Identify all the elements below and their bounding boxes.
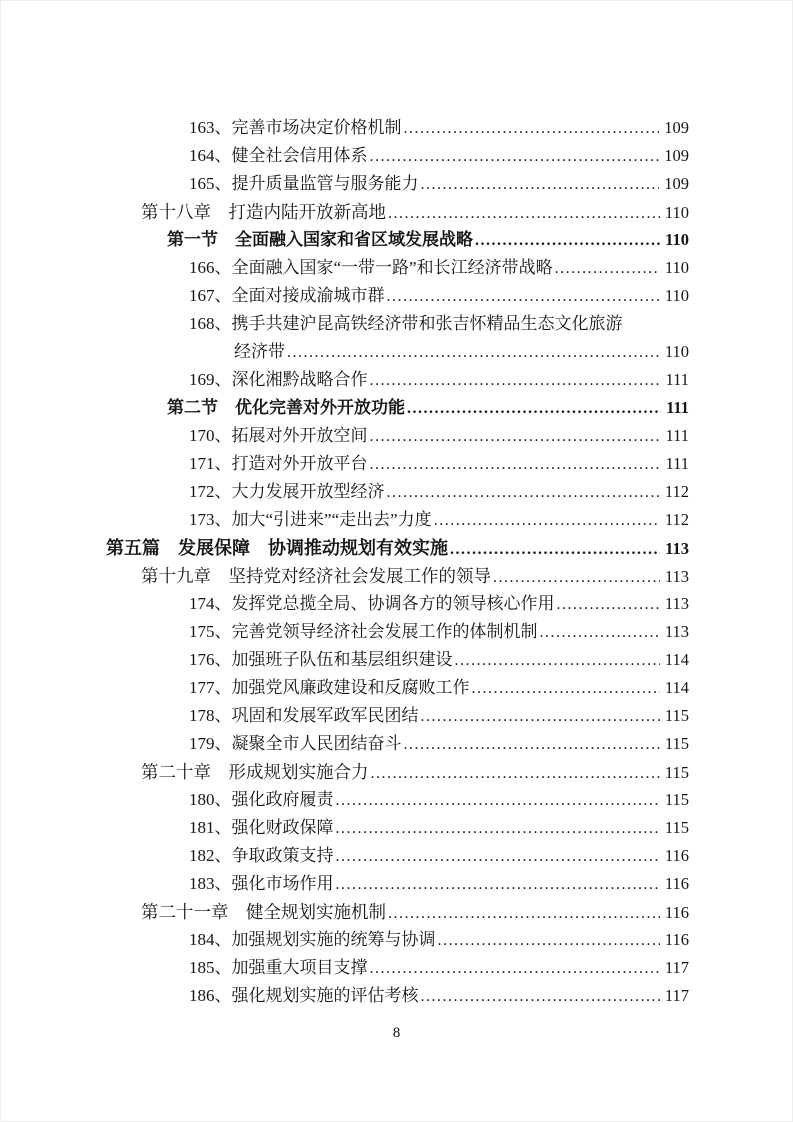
dot-leader: [404, 115, 660, 143]
dot-leader: [370, 451, 661, 479]
toc-page-number: 115: [664, 706, 689, 725]
toc-entry-text: 第二十章 形成规划实施合力: [141, 762, 369, 782]
dot-leader: [370, 955, 660, 983]
toc-entry: [106, 142, 689, 170]
dot-leader: [438, 927, 660, 955]
toc-page-number: 109: [664, 174, 689, 193]
dot-leader: [472, 675, 660, 703]
toc-entry: [106, 478, 689, 506]
dot-leader: [421, 983, 660, 1011]
toc-entry-text: 182、争取政策支持: [189, 846, 334, 865]
toc-page-number: 110: [664, 286, 689, 305]
toc-entry: [106, 366, 689, 394]
toc-entry-text: 第一节 全面融入国家和省区域发展战略: [167, 230, 473, 249]
dot-leader: [387, 479, 660, 507]
toc-entry: [106, 814, 689, 842]
toc-page-number: 113: [664, 622, 689, 641]
toc-page-number: 116: [664, 846, 689, 865]
toc-entry: [106, 422, 689, 450]
toc-entry: [106, 618, 689, 646]
toc-entry-text: 181、强化财政保障: [189, 818, 334, 837]
toc-entry: [106, 926, 689, 954]
dot-leader: [370, 367, 661, 395]
toc-entry: [106, 646, 689, 674]
toc-entry-text: 165、提升质量监管与服务能力: [189, 174, 419, 193]
toc-page-number: 113: [664, 594, 689, 613]
dot-leader: [387, 283, 660, 311]
toc-entry-text: 169、深化湘黔战略合作: [189, 370, 368, 389]
toc-entry-text: 179、凝聚全市人民团结奋斗: [189, 734, 402, 753]
toc-page-number: 114: [664, 678, 689, 697]
toc-page-number: 110: [665, 230, 689, 249]
toc-entry: [106, 758, 689, 786]
toc-entry-text: 172、大力发展开放型经济: [189, 482, 385, 501]
dot-leader: [370, 143, 660, 171]
toc-page-number: 111: [666, 398, 689, 417]
toc-entry-text: 166、全面融入国家“一带一路”和长江经济带战略: [189, 258, 553, 277]
toc-entry: [106, 842, 689, 870]
toc-entry: [106, 786, 689, 814]
dot-leader: [421, 171, 660, 199]
toc-entry: [106, 226, 689, 254]
toc-page-number: 111: [665, 370, 689, 389]
toc-entry-text: 164、健全社会信用体系: [189, 146, 368, 165]
toc-entry: [106, 114, 689, 142]
footer-page-number: 8: [392, 1025, 401, 1041]
toc-entry: [106, 198, 689, 226]
toc-page-number: 110: [664, 203, 689, 222]
toc-entry: [106, 170, 689, 198]
toc-entry-text: 180、强化政府履责: [189, 790, 334, 809]
dot-leader: [388, 900, 660, 928]
dot-leader: [493, 564, 660, 592]
toc-entry-text: 177、加强党风廉政建设和反腐败工作: [189, 678, 470, 697]
dot-leader: [557, 591, 660, 619]
toc-entry: [106, 254, 689, 282]
toc-entry: [106, 674, 689, 702]
toc-entry: [106, 870, 689, 898]
dot-leader: [404, 731, 660, 759]
toc-page-number: 110: [664, 342, 689, 361]
toc-entry-text: 第十八章 打造内陆开放新高地: [141, 202, 386, 222]
toc-page-number: 115: [664, 763, 689, 782]
dot-leader: [287, 339, 660, 367]
toc-entry-text: 168、携手共建沪昆高铁经济带和张吉怀精品生态文化旅游: [189, 314, 623, 333]
toc-entry-text: 176、加强班子队伍和基层组织建设: [189, 650, 453, 669]
toc-entry-text: 183、强化市场作用: [189, 874, 334, 893]
toc-entry-text: 184、加强规划实施的统筹与协调: [189, 930, 436, 949]
dot-leader: [555, 255, 660, 283]
toc-entry-text: 185、加强重大项目支撑: [189, 958, 368, 977]
toc-entry-text: 167、全面对接成渝城市群: [189, 286, 385, 305]
toc-page-number: 110: [664, 258, 689, 277]
dot-leader: [336, 871, 660, 899]
dot-leader: [388, 200, 660, 228]
toc-entry: [106, 590, 689, 618]
toc-entry-text: 163、完善市场决定价格机制: [189, 118, 402, 137]
toc-entry-text: 175、完善党领导经济社会发展工作的体制机制: [189, 622, 538, 641]
toc-page-number: 113: [665, 539, 689, 558]
toc-page-number: 115: [664, 818, 689, 837]
toc-page-number: 112: [664, 482, 689, 501]
toc-entry: [106, 338, 689, 366]
toc-page-number: 113: [664, 567, 689, 586]
toc-entry-text: 186、强化规划实施的评估考核: [189, 986, 419, 1005]
toc-entry-text: 经济带: [234, 342, 285, 361]
toc-entry-text: 173、加大“引进来”“走出去”力度: [189, 510, 432, 529]
toc-entry: [106, 310, 689, 338]
toc-page-number: 111: [665, 454, 689, 473]
toc-entry: [106, 954, 689, 982]
toc-entry-text: 第五篇 发展保障 协调推动规划有效实施: [106, 538, 448, 558]
toc-page-number: 115: [664, 734, 689, 753]
toc-page-number: 116: [664, 874, 689, 893]
toc-page-number: 116: [664, 903, 689, 922]
toc-entry: [106, 534, 689, 562]
table-of-contents: [106, 114, 689, 1010]
dot-leader: [370, 423, 661, 451]
dot-leader: [336, 787, 660, 815]
toc-page-number: 109: [664, 146, 689, 165]
toc-entry-text: 第二十一章 健全规划实施机制: [141, 902, 386, 922]
toc-page-number: 117: [664, 986, 689, 1005]
dot-leader: [475, 227, 660, 255]
toc-entry: [106, 730, 689, 758]
toc-entry: [106, 562, 689, 590]
toc-page-number: 114: [664, 650, 689, 669]
dot-leader: [371, 760, 660, 788]
toc-page-number: 109: [664, 118, 689, 137]
toc-entry-text: 171、打造对外开放平台: [189, 454, 368, 473]
toc-entry-text: 第二节 优化完善对外开放功能: [167, 398, 405, 417]
toc-entry: [106, 506, 689, 534]
toc-page-number: 112: [664, 510, 689, 529]
dot-leader: [407, 395, 661, 423]
dot-leader: [336, 843, 660, 871]
toc-page-number: 117: [664, 958, 689, 977]
toc-entry: [106, 898, 689, 926]
dot-leader: [434, 507, 660, 535]
toc-entry-text: 174、发挥党总揽全局、协调各方的领导核心作用: [189, 594, 555, 613]
toc-page-number: 111: [665, 426, 689, 445]
toc-entry: [106, 702, 689, 730]
dot-leader: [421, 703, 660, 731]
toc-entry: [106, 982, 689, 1010]
toc-entry: [106, 450, 689, 478]
dot-leader: [336, 815, 660, 843]
toc-page-number: 115: [664, 790, 689, 809]
dot-leader: [450, 536, 660, 564]
toc-entry: [106, 282, 689, 310]
toc-entry: [106, 394, 689, 422]
dot-leader: [540, 619, 660, 647]
toc-entry-text: 170、拓展对外开放空间: [189, 426, 368, 445]
toc-entry-text: 第十九章 坚持党对经济社会发展工作的领导: [141, 566, 491, 586]
dot-leader: [455, 647, 660, 675]
toc-entry-text: 178、巩固和发展军政军民团结: [189, 706, 419, 725]
toc-page-number: 116: [664, 930, 689, 949]
